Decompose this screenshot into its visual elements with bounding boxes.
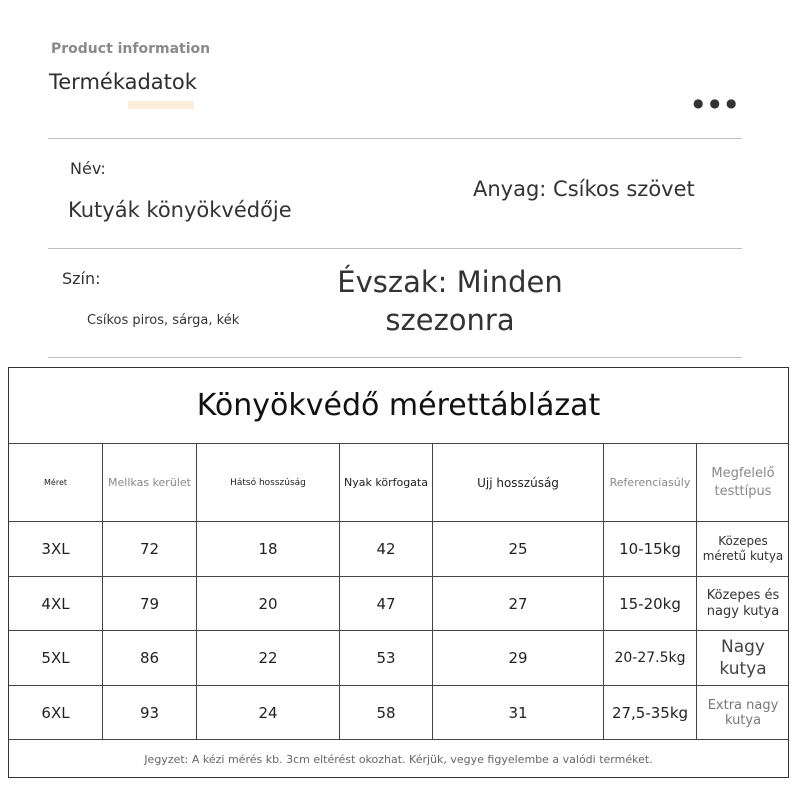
cell-weight: 27,5-35kg (611, 703, 689, 722)
season-value: Évszak: Minden szezonra (337, 265, 563, 337)
header-body-type: Megfelelő testtípus (711, 465, 775, 499)
section-title: Termékadatok (49, 70, 197, 94)
cell-body-type: Közepes méretű kutya (702, 534, 784, 563)
cell-body-type: Közepes és nagy kutya (706, 587, 780, 619)
size-table-title: Könyökvédő mérettáblázat (196, 388, 601, 423)
cell-neck: 42 (376, 540, 396, 558)
more-horizontal-icon[interactable]: ●●● (693, 96, 743, 110)
cell-sleeve: 29 (508, 649, 528, 667)
cell-body-type: Extra nagy kutya (707, 697, 779, 728)
header-size: Méret (44, 478, 67, 487)
cell-body-type: Nagy kutya (719, 637, 767, 679)
cell-weight: 20-27.5kg (614, 650, 686, 666)
cell-size: 6XL (41, 703, 70, 722)
divider (48, 138, 742, 139)
table-note: Jegyzet: A kézi mérés kb. 3cm eltérést okozhat. Kérjük, vegye figyelembe a valódi terméket. (144, 752, 653, 766)
color-label: Szín: (62, 269, 101, 288)
color-value: Csíkos piros, sárga, kék (87, 313, 240, 328)
cell-sleeve: 31 (508, 703, 528, 722)
cell-chest: 72 (139, 540, 160, 558)
cell-neck: 58 (376, 703, 396, 722)
material-value: Anyag: Csíkos szövet (473, 177, 695, 201)
size-table (8, 367, 789, 778)
cell-back-length: 22 (258, 649, 278, 667)
header-chest: Mellkas kerület (108, 476, 191, 489)
cell-chest: 86 (139, 649, 160, 667)
cell-back-length: 18 (258, 540, 278, 558)
section-subtitle-en: Product information (51, 41, 211, 57)
cell-neck: 47 (376, 594, 396, 613)
header-weight: Referenciasúly (609, 476, 691, 489)
cell-sleeve: 27 (508, 594, 528, 613)
name-value: Kutyák könyökvédője (68, 198, 292, 222)
cell-back-length: 20 (258, 594, 278, 613)
header-back-length: Hátsó hosszúság (230, 477, 306, 488)
cell-chest: 79 (139, 594, 160, 613)
cell-weight: 15-20kg (619, 594, 681, 613)
cell-chest: 93 (139, 703, 160, 722)
cell-size: 3XL (41, 540, 70, 558)
cell-size: 5XL (41, 649, 70, 667)
divider (48, 248, 742, 249)
cell-sleeve: 25 (508, 540, 528, 558)
title-underline-decoration (128, 101, 194, 109)
cell-weight: 10-15kg (619, 540, 681, 558)
header-sleeve: Ujj hosszúság (477, 475, 559, 490)
cell-size: 4XL (41, 594, 70, 613)
header-neck: Nyak körfogata (344, 476, 428, 489)
name-label: Név: (70, 159, 106, 178)
cell-back-length: 24 (258, 703, 278, 722)
divider (48, 357, 742, 358)
cell-neck: 53 (376, 649, 396, 667)
